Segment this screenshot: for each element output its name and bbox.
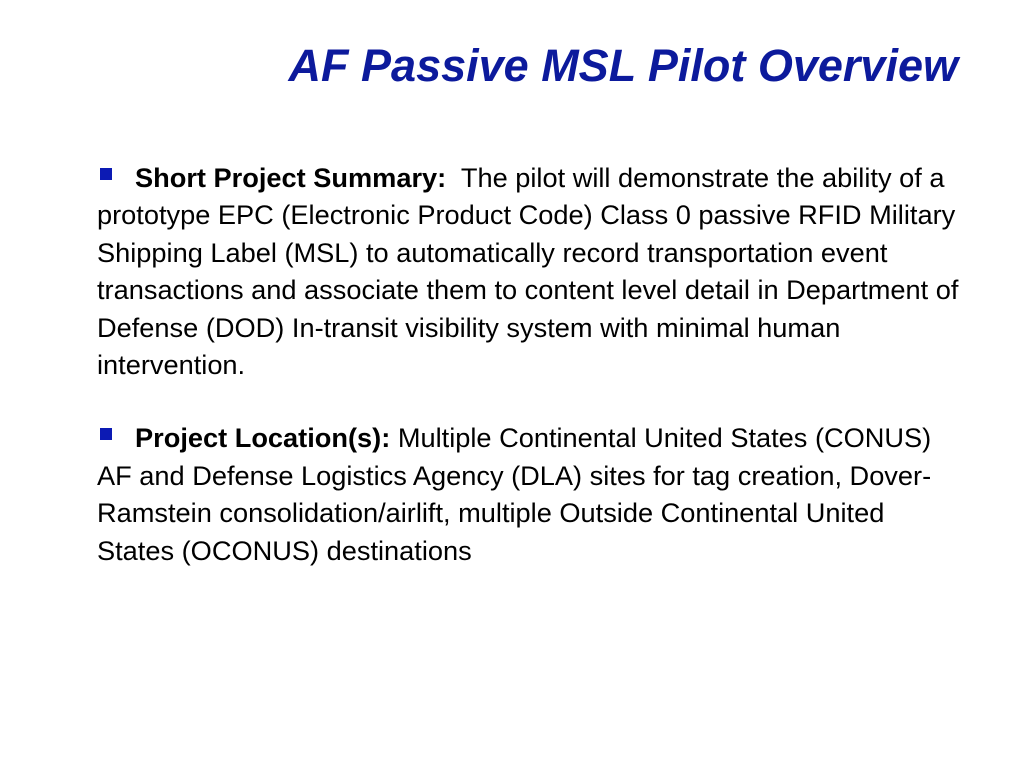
bullet-heading: Project Location(s): [135,422,391,454]
bullet-heading: Short Project Summary: [135,162,447,193]
square-bullet-icon [100,428,112,440]
slide-title: AF Passive MSL Pilot Overview [288,40,958,91]
bullet-list [97,159,967,605]
bullet-separator [390,422,398,453]
bullet-item-summary [97,159,967,383]
square-bullet-icon [100,168,112,180]
bullet-text: Multiple Continental United States (CONUS) AF and Defense Logistics Agency (DLA) sites for tag creation, Dover-Ramstein consolidation/airlift, multiple Outside Continental United States (OCONUS) destinations [97,422,932,566]
bullet-separator [446,162,461,193]
bullet-text: The pilot will demonstrate the ability of a prototype EPC (Electronic Product Code) Class 0 passive RFID Military Shipping Label (MSL) to automatically record transportation event transactions and associate them to content level detail in Department of Defense (DOD) In-transit visibility system with minimal human intervention. [97,162,959,381]
bullet-item-locations [97,419,967,569]
